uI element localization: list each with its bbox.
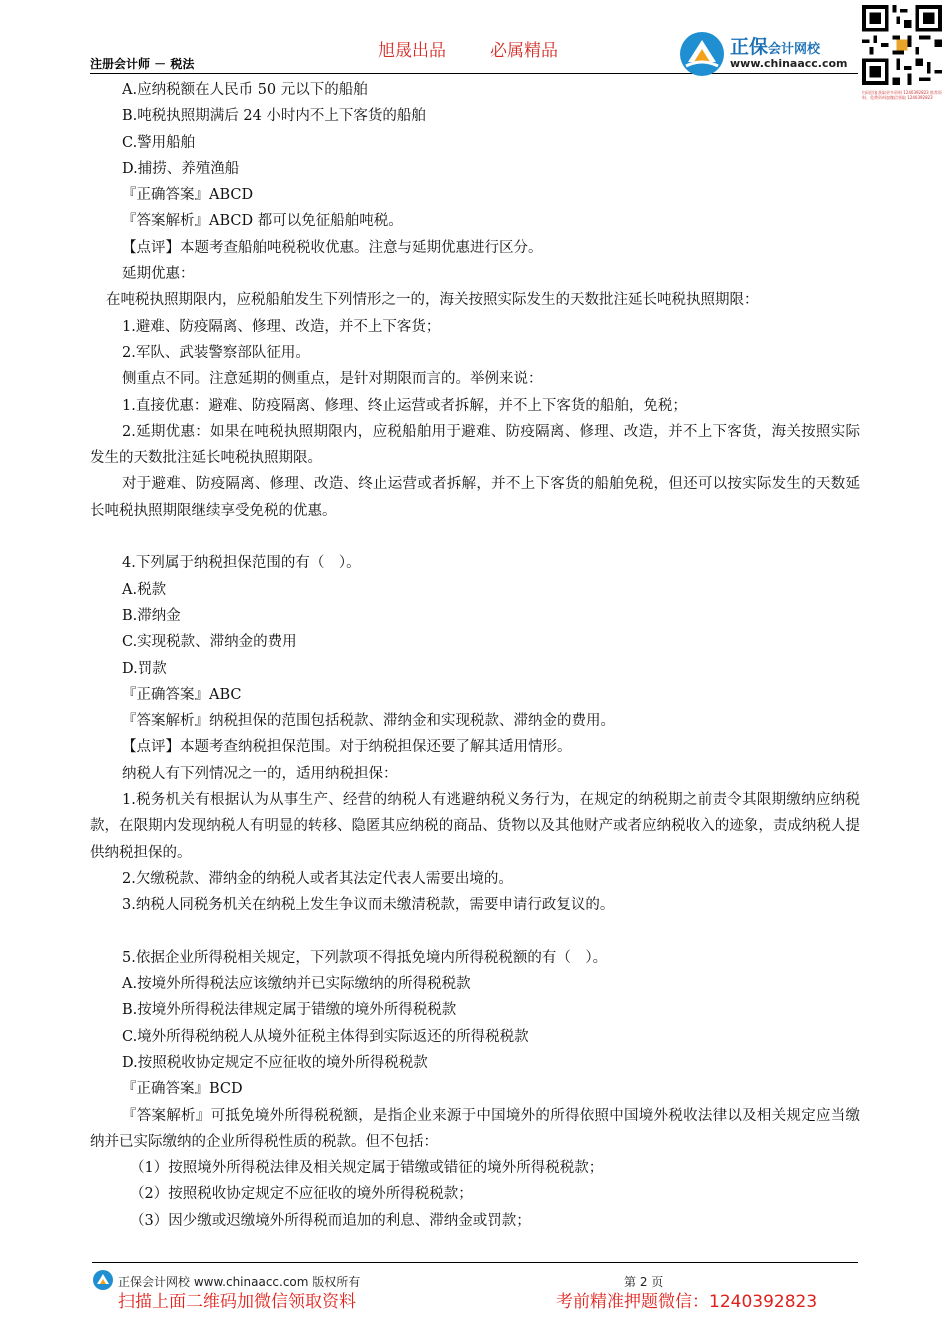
qr-code-icon[interactable]: [862, 4, 942, 86]
question-4: 4.下列属于纳税担保范围的有（ ）。: [122, 555, 361, 572]
brand-name: 正保会计网校: [730, 36, 821, 58]
answer-line: 『正确答案』ABCD: [122, 187, 254, 204]
analysis-paragraph: 『答案解析』可抵免境外所得税税额，是指企业来源于中国境外的所得依照中国境外税收法律以及相关规定应当缴纳并已实际缴纳的企业所得税性质的税款。但不包括：: [90, 1107, 860, 1150]
option-line: C.境外所得税纳税人从境外征税主体得到实际返还的所得税税款: [122, 1028, 529, 1045]
comment-line: 【点评】本题考查纳税担保范围。对于纳税担保还要了解其适用情形。: [122, 739, 572, 756]
option-line: D.罚款: [122, 660, 167, 677]
text-line: 3.纳税人同税务机关在纳税上发生争议而未缴清税款，需要申请行政复议的。: [122, 897, 615, 914]
footer-promo-left: 扫描上面二维码加微信领取资料: [118, 1292, 356, 1312]
option-line: C.警用船舶: [122, 134, 196, 151]
text-line: 侧重点不同。注意延期的侧重点，是针对期限而言的。举例来说：: [122, 371, 543, 388]
paragraph: 对于避难、防疫隔离、修理、改造、终止运营或者拆解，并不上下客货的船舶免税，但还可以按实际发生的天数延长吨税执照期限继续享受免税的优惠。: [90, 476, 860, 519]
analysis-line: 『答案解析』ABCD 都可以免征船舶吨税。: [122, 213, 403, 230]
list-item: （3）因少缴或迟缴境外所得税而追加的利息、滞纳金或罚款；: [130, 1212, 531, 1229]
answer-line: 『正确答案』BCD: [122, 1081, 243, 1098]
text-line: 1.避难、防疫隔离、修理、改造，并不上下客货；: [122, 318, 441, 335]
list-item: （2）按照税收协定规定不应征收的境外所得税税款；: [130, 1186, 473, 1203]
list-item: （1）按照境外所得税法律及相关规定属于错缴或错征的境外所得税税款；: [130, 1160, 604, 1177]
option-line: B.按境外所得税法律规定属于错缴的境外所得税税款: [122, 1002, 457, 1019]
brand-url: www.chinaacc.com: [730, 57, 848, 70]
option-line: A.应纳税额在人民币 50 元以下的船舶: [122, 82, 368, 98]
option-line: B.滞纳金: [122, 607, 181, 624]
analysis-line: 『答案解析』纳税担保的范围包括税款、滞纳金和实现税款、滞纳金的费用。: [122, 713, 615, 730]
option-line: C.实现税款、滞纳金的费用: [122, 634, 297, 651]
header-slogan: [378, 36, 558, 61]
option-line: A.税款: [122, 581, 167, 598]
slogan-left: 旭晟出品: [378, 41, 446, 61]
option-line: B.吨税执照期满后 24 小时内不上下客货的船舶: [122, 108, 426, 125]
text-line: 1.直接优惠：避难、防疫隔离、修理、终止运营或者拆解，并不上下客货的船舶，免税；: [122, 397, 687, 414]
course-title: 注册会计师 － 税法: [90, 57, 195, 71]
text-line: 在吨税执照期限内，应税船舶发生下列情形之一的，海关按照实际发生的天数批注延长吨税执照期限：: [106, 292, 759, 309]
text-line: 2.军队、武装警察部队征用。: [122, 344, 310, 361]
paragraph: 2.延期优惠：如果在吨税执照期限内，应税船舶用于避难、防疫隔离、修理、改造，并不上下客货，海关按照实际发生的天数批注延长吨税执照期限。: [90, 423, 860, 467]
question-5: 5.依据企业所得税相关规定，下列款项不得抵免境内所得税税额的有（ ）。: [122, 949, 608, 966]
footer-promo-right: 考前精准押题微信：1240392823: [556, 1292, 818, 1312]
text-line: 延期优惠：: [122, 266, 195, 283]
option-line: D.按照税收协定规定不应征收的境外所得税税款: [122, 1054, 428, 1071]
qr-caption: 扫码回复获取更多资料 1240392823 推荐资料、免费资料加微信领取 1240392823: [862, 90, 942, 100]
brand-logo: [678, 30, 858, 78]
comment-line: 【点评】本题考查船舶吨税税收优惠。注意与延期优惠进行区分。: [122, 239, 543, 256]
option-line: A.按境外所得税法应该缴纳并已实际缴纳的所得税税款: [122, 976, 471, 993]
footer-logo-icon: [92, 1269, 114, 1291]
document-body: [90, 77, 860, 1234]
answer-line: 『正确答案』ABC: [122, 686, 242, 703]
spacer: [90, 919, 860, 945]
text-line: 纳税人有下列情况之一的，适用纳税担保：: [122, 765, 398, 782]
page-number: 第 2 页: [624, 1275, 664, 1289]
footer-divider: [92, 1262, 858, 1263]
paragraph: 1.税务机关有根据认为从事生产、经营的纳税人有逃避纳税义务行为，在规定的纳税期之前责令其限期缴纳应纳税款，在限期内发现纳税人有明显的转移、隐匿其应纳税的商品、货物以及其他财产或者应纳税收入的迹象，责成纳税人提供纳税担保的。: [90, 792, 860, 861]
brand-logo-icon: [678, 30, 726, 78]
slogan-right: 必属精品: [490, 41, 558, 61]
spacer: [90, 524, 860, 550]
text-line: 2.欠缴税款、滞纳金的纳税人或者其法定代表人需要出境的。: [122, 870, 513, 887]
option-line: D.捕捞、养殖渔船: [122, 160, 240, 177]
footer-copyright: 正保会计网校 www.chinaacc.com 版权所有: [118, 1275, 361, 1289]
